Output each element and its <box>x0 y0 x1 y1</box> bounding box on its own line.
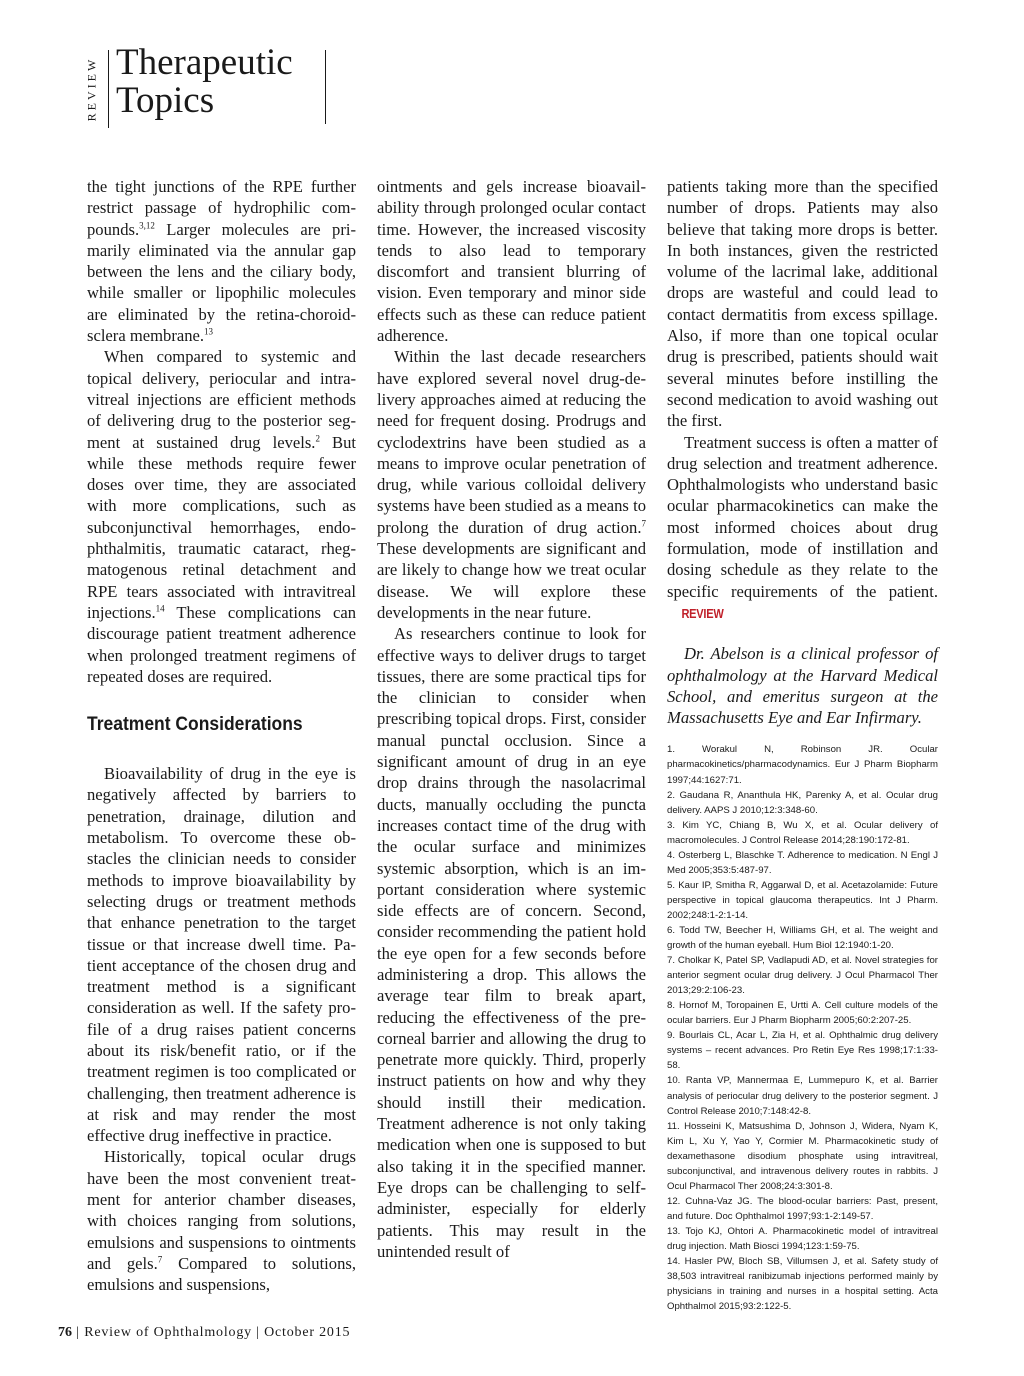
reference-list <box>667 742 938 1314</box>
issue-date: October 2015 <box>264 1325 351 1340</box>
paragraph: ointments and gels increase bioavailability through prolonged ocular contact time. However, the increased viscosity tends to also lead to temporary discomfort and transient blurring of vision. Even temporary and minor side effects such as these can reduce patient adherence. <box>377 177 646 346</box>
footer-separator: | <box>251 1325 265 1340</box>
reference-item: 13. Tojo KJ, Ohtori A. Pharmacokinetic model of intravitreal drug injection. Math Biosci 1994;123:1:59-75. <box>667 1225 938 1252</box>
reference-item: 7. Cholkar K, Patel SP, Vadlapudi AD, et al. Novel strategies for anterior segment ocular drug delivery. J Ocul Pharmacol Ther 2013;29:2:106-23. <box>667 955 938 997</box>
text-run: Larger molecules are primarily eliminated via the annular gap between the lens and the ciliary body, while smaller or lipophilic molecules are eliminated by the retina-choroid-sclera membrane. <box>87 219 356 346</box>
paragraph: As researchers continue to look for effective ways to deliver drugs to target tissues, there are some practical tips for the clinician to consider when prescribing topical drops. First, consider manual punctal occlusion. Since a significant amount of drug in an eye drop drains through the nasolacrimal ducts, manually occluding the puncta increases contact time of the drug with the ocular surface and minimizes systemic absorption, which is an important consideration where systemic side effects are of concern. Second, consider recommending the patient hold the eye open for a few seconds before administering a drop. This allows the average tear film to break apart, reducing the effectiveness of the pre-corneal barrier and allowing the drug to penetrate more quickly. Third, properly instruct patients on how and why they should instill their medication. Treatment adherence is not only taking medication when one is supposed to but also taking it in the specified manner. Eye drops can be challenging to self-administer, especially for elderly patients. This may result in the unintended result of <box>377 624 646 1261</box>
page-number: 76 <box>58 1325 72 1340</box>
reference-item: 6. Todd TW, Beecher H, Williams GH, et al. The weight and growth of the human eyeball. Hum Biol 12:1940:1-20. <box>667 924 938 952</box>
department-title-line2: Topics <box>116 80 215 121</box>
text-run: These developments are significant and are likely to change how we treat ocular disease. We will explore these developments in the near future. <box>377 539 646 622</box>
author-bio <box>667 643 938 728</box>
reference-item: 4. Osterberg L, Blaschke T. Adherence to medication. N Engl J Med 2005;353:5:487-97. <box>667 849 938 876</box>
paragraph <box>667 432 938 625</box>
text-run: But while these methods require fewer doses over time, they are associated with more complications, such as subconjunctival hemorrhages, endophthalmitis, traumatic cataract, rhegmatogenous retinal detachment and RPE tears associated with intravitreal injections. <box>87 432 356 622</box>
text-run: When compared to systemic and topical delivery, periocular and intravitreal injections are efficient methods of delivering drug to the posterior segment at sustained drug levels. <box>87 347 356 452</box>
text-run: the tight junctions of the RPE further restrict passage of hydrophilic compounds. <box>87 177 356 239</box>
citation: 3,12 <box>139 220 155 231</box>
page-footer <box>58 1325 350 1341</box>
section-label: REVIEW <box>84 56 99 122</box>
department-title <box>116 44 293 120</box>
section-label-vertical <box>84 50 100 128</box>
reference-item: 2. Gaudana R, Ananthula HK, Parenky A, et al. Ocular drug delivery. AAPS J 2010;12:3:348-60. <box>667 789 938 816</box>
reference-item: 5. Kaur IP, Smitha R, Aggarwal D, et al. Acetazolamide: Future perspective in topical glaucoma therapeutics. Int J Pharm. 2002;248:1-2:1-14. <box>667 879 938 921</box>
paragraph <box>87 346 356 687</box>
paragraph: Bioavailability of drug in the eye is negatively affected by barriers to penetration, drainage, dilution and metabolism. To overcome these obstacles the clinician needs to consider methods to improve bioavailability by selecting drugs or treatment methods that enhance penetration to the target tissue or that increase dwell time. Patient acceptance of the chosen drug and treatment method is a significant consideration as well. If the safety profile of a drug raises patient concerns about its risk/benefit ratio, or if the treatment regimen is too complicated or challenging, then treatment adherence is at risk and may render the most effective drug ineffective in practice. <box>87 764 356 1146</box>
footer-separator: | <box>72 1325 85 1340</box>
text-run: Treatment success is often a matter of drug selection and treatment adherence. Ophthalmologists who understand basic ocular pharmacokinetics can make the most informed choices about drug formulation, mode of instillation and dosing schedule as they relate to the specific requirements of the patient. <box>667 432 938 601</box>
masthead-rule-left <box>108 50 109 128</box>
paragraph <box>87 176 356 346</box>
reference-item: 1. Worakul N, Robinson JR. Ocular pharmacokinetics/pharmacodynamics. Eur J Pharm Biopharm 1997;44:1627:71. <box>667 744 938 786</box>
article-column-3 <box>667 176 938 1314</box>
reference-item: 12. Cuhna-Vaz JG. The blood-ocular barriers: Past, present, and future. Doc Ophthalmol 1997;93:1-2:149-57. <box>667 1195 938 1222</box>
article-column-2 <box>377 176 646 1262</box>
reference-item: 10. Ranta VP, Mannermaa E, Lummepuro K, et al. Barrier analysis of periocular drug delivery to the posterior segment. J Control Release 2010;7:148:42-8. <box>667 1075 938 1117</box>
author-bio-text: Dr. Abelson is a clinical professor of ophthalmology at the Harvard Medical School, and emeritus surgeon at the Massachusetts Eye and Ear Infirmary. <box>667 644 938 728</box>
masthead-rule-right <box>325 50 326 124</box>
text-run: Historically, topical ocular drugs have been the most convenient treatment for anterior chamber diseases, with choices ranging from solutions, emulsions and suspensions to ointments and gels. <box>87 1147 356 1273</box>
reference-item: 9. Bourlais CL, Acar L, Zia H, et al. Ophthalmic drug delivery systems – recent advances. Pro Retin Eye Res 1998;17:1:33-58. <box>667 1030 938 1072</box>
text-run: Compared to solutions, emulsions and suspensions, <box>87 1253 356 1295</box>
citation: 14 <box>155 603 165 614</box>
citation: 7 <box>157 1254 163 1265</box>
text-run: Within the last decade researchers have explored several novel drug-delivery approaches aimed at reducing the need for frequent dosing. Prodrugs and cyclodextrins have been studied as a means to improve ocular penetration of drug, while various colloidal delivery systems have been studied as a means to prolong the duration of drug action. <box>377 347 646 537</box>
citation: 7 <box>641 518 646 529</box>
citation: 13 <box>204 326 214 337</box>
reference-item: 11. Hosseini K, Matsushima D, Johnson J, Widera, Nyam K, Kim L, Xu Y, Yao Y, Cormier M. Pharmacokinetic study of dexamethasone disodium phosphate using intravitreal, subconjunctival, and intravenous delivery routes in rabbits. J Ocul Pharmacol Ther 2008;24:3:301-8. <box>667 1120 938 1192</box>
department-title-line1: Therapeutic <box>116 42 293 83</box>
paragraph: patients taking more than the specified number of drops. Patients may also believe that taking more drops is better. In both instances, given the restricted volume of the lacrimal lake, additional drops are wasteful and could lead to contact dermatitis from excess spillage. Also, if more than one topical ocular drug is prescribed, patients should wait several minutes before instilling the second medication to avoid washing out the first. <box>667 177 938 431</box>
reference-item: 8. Hornof M, Toropainen E, Urtti A. Cell culture models of the ocular barriers. Eur J Pharm Biopharm 2005;60:2:207-25. <box>667 1000 938 1027</box>
citation: 2 <box>315 433 320 444</box>
paragraph <box>87 1146 356 1295</box>
end-mark-logo: REVIEW <box>681 605 724 621</box>
publication-name: Review of Ophthalmology <box>84 1325 252 1340</box>
article-column-1 <box>87 176 356 1296</box>
reference-item: 14. Hasler PW, Bloch SB, Villumsen J, et al. Safety study of 38,503 intravitreal ranibizumab injections performed mainly by physicians in training and nurses in a hospital setting. Acta Ophthalmol 2015;93:2:122-5. <box>667 1256 938 1313</box>
text-run: These complications can discourage patient treatment adherence when prolonged treatment regimens of repeated doses are required. <box>87 602 356 686</box>
reference-item: 3. Kim YC, Chiang B, Wu X, et al. Ocular delivery of macromolecules. J Control Release 2014;28:190:172-81. <box>667 819 938 846</box>
section-heading: Treatment Considerations <box>87 714 303 736</box>
paragraph <box>377 346 646 623</box>
